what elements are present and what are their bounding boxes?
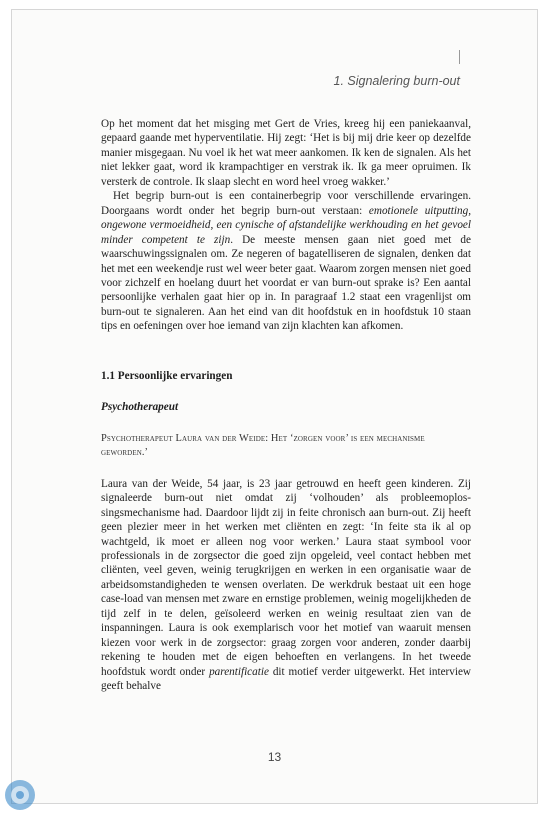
- interview-title: Psychotherapeut Laura van der Weide: Het ‘zorgen voor’ is een mechanisme geworden.’: [101, 432, 425, 458]
- subheading: Psychotherapeut: [101, 401, 179, 414]
- paragraph-definition-part-a: Het begrip burn-out is een containerbegrip voor verschillende ervaringen. Doorgaans wordt onder het begrip burn-out verstaan:: [101, 190, 471, 217]
- running-head: 1. Signalering burn-out: [333, 74, 460, 88]
- section-heading: 1.1 Persoonlijke ervaringen: [101, 369, 233, 382]
- book-page: [11, 9, 538, 804]
- paragraph-definition: [101, 189, 471, 334]
- paragraph-laura: [101, 477, 471, 694]
- header-rule: [459, 50, 460, 64]
- paragraph-definition-part-b: . De meeste mensen gaan niet goed met de waarschuwingssignalen om. Ze negeren of bagatelliseren de signalen, denken dat het met een weekendje rust wel weer beter gaat. Waarom zorgen mensen niet goed voor zichzelf en hoelang duurt het voordat er van burn-out sprake is? Een aantal persoonlijke verhalen gaat hier op in. In paragraaf 1.2 staat een vragenlijst om burn-out te signaleren. Aan het eind van dit hoofdstuk en in hoofdstuk 10 staan tips en oefeningen over hoe iemand van zijn klachten kan afkomen.: [101, 233, 471, 333]
- paragraph-laura-part-b: dit motief verder uitgewerkt. Het interview geeft behalve: [101, 665, 472, 693]
- paragraph-laura-part-a: Laura van der Weide, 54 jaar, is 23 jaar getrouwd en heeft geen kinderen. Zij signaleerde burn-out niet omdat zij ‘volhouden’ als probleemoplossingsmechanisme had. Daardoor lijdt zij in feite chronisch aan burn-out. Zij heeft geen plezier meer in het werken met cliënten en zegt: ‘In feite sta ik al op wachtgeld, ik moet er alleen nog voor werken.’ Laura staat symbool voor professionals in de zorgsector die goed zijn opgeleid, veel contact hebben met cliënten, veel geven, weinig terugkrijgen en werken in een organisatie waar de arbeidsomstandigheden te wensen overlaten. De werkdruk bestaat uit een hoge case-load van mensen met zware en ernstige problemen, weinig mogelijkheden de tijd zelf in te delen, geïsoleerd werken en weinig resultaat zien van de inspanningen. Laura is ook exemplarisch voor het motief van waaruit mensen kiezen voor werk in de zorgsector: graag zorgen voor anderen, zonder daarbij rekening te houden met de eigen behoeften en verlangens. In het tweede hoofdstuk wordt onder: [101, 477, 471, 678]
- page-number: 13: [267, 750, 282, 764]
- parentificatie-emphasis: parentificatie: [209, 665, 269, 678]
- definition-emphasis: emotionele uitputting, ongewone vermoeidheid, een cynische of afstandelijke werkhouding en het gevoel minder competent te zijn: [101, 204, 471, 246]
- bol-logo-icon: [3, 778, 37, 812]
- body-text: [101, 117, 471, 694]
- paragraph-intro: Op het moment dat het misging met Gert de Vries, kreeg hij een paniekaanval, gepaard gaande met hyperventilatie. Hij zegt: ‘Het is bij mij drie keer op dezelfde manier misgegaan. Nu voel ik het wat meer aankomen. Ik ken de signalen. Als het niet lekker gaat, word ik krampachtiger en verstrak ik. Ik ga meer opruimen. Ik versterk de controle. Ik slaap slecht en word heel vroeg wakker.’: [101, 118, 471, 188]
